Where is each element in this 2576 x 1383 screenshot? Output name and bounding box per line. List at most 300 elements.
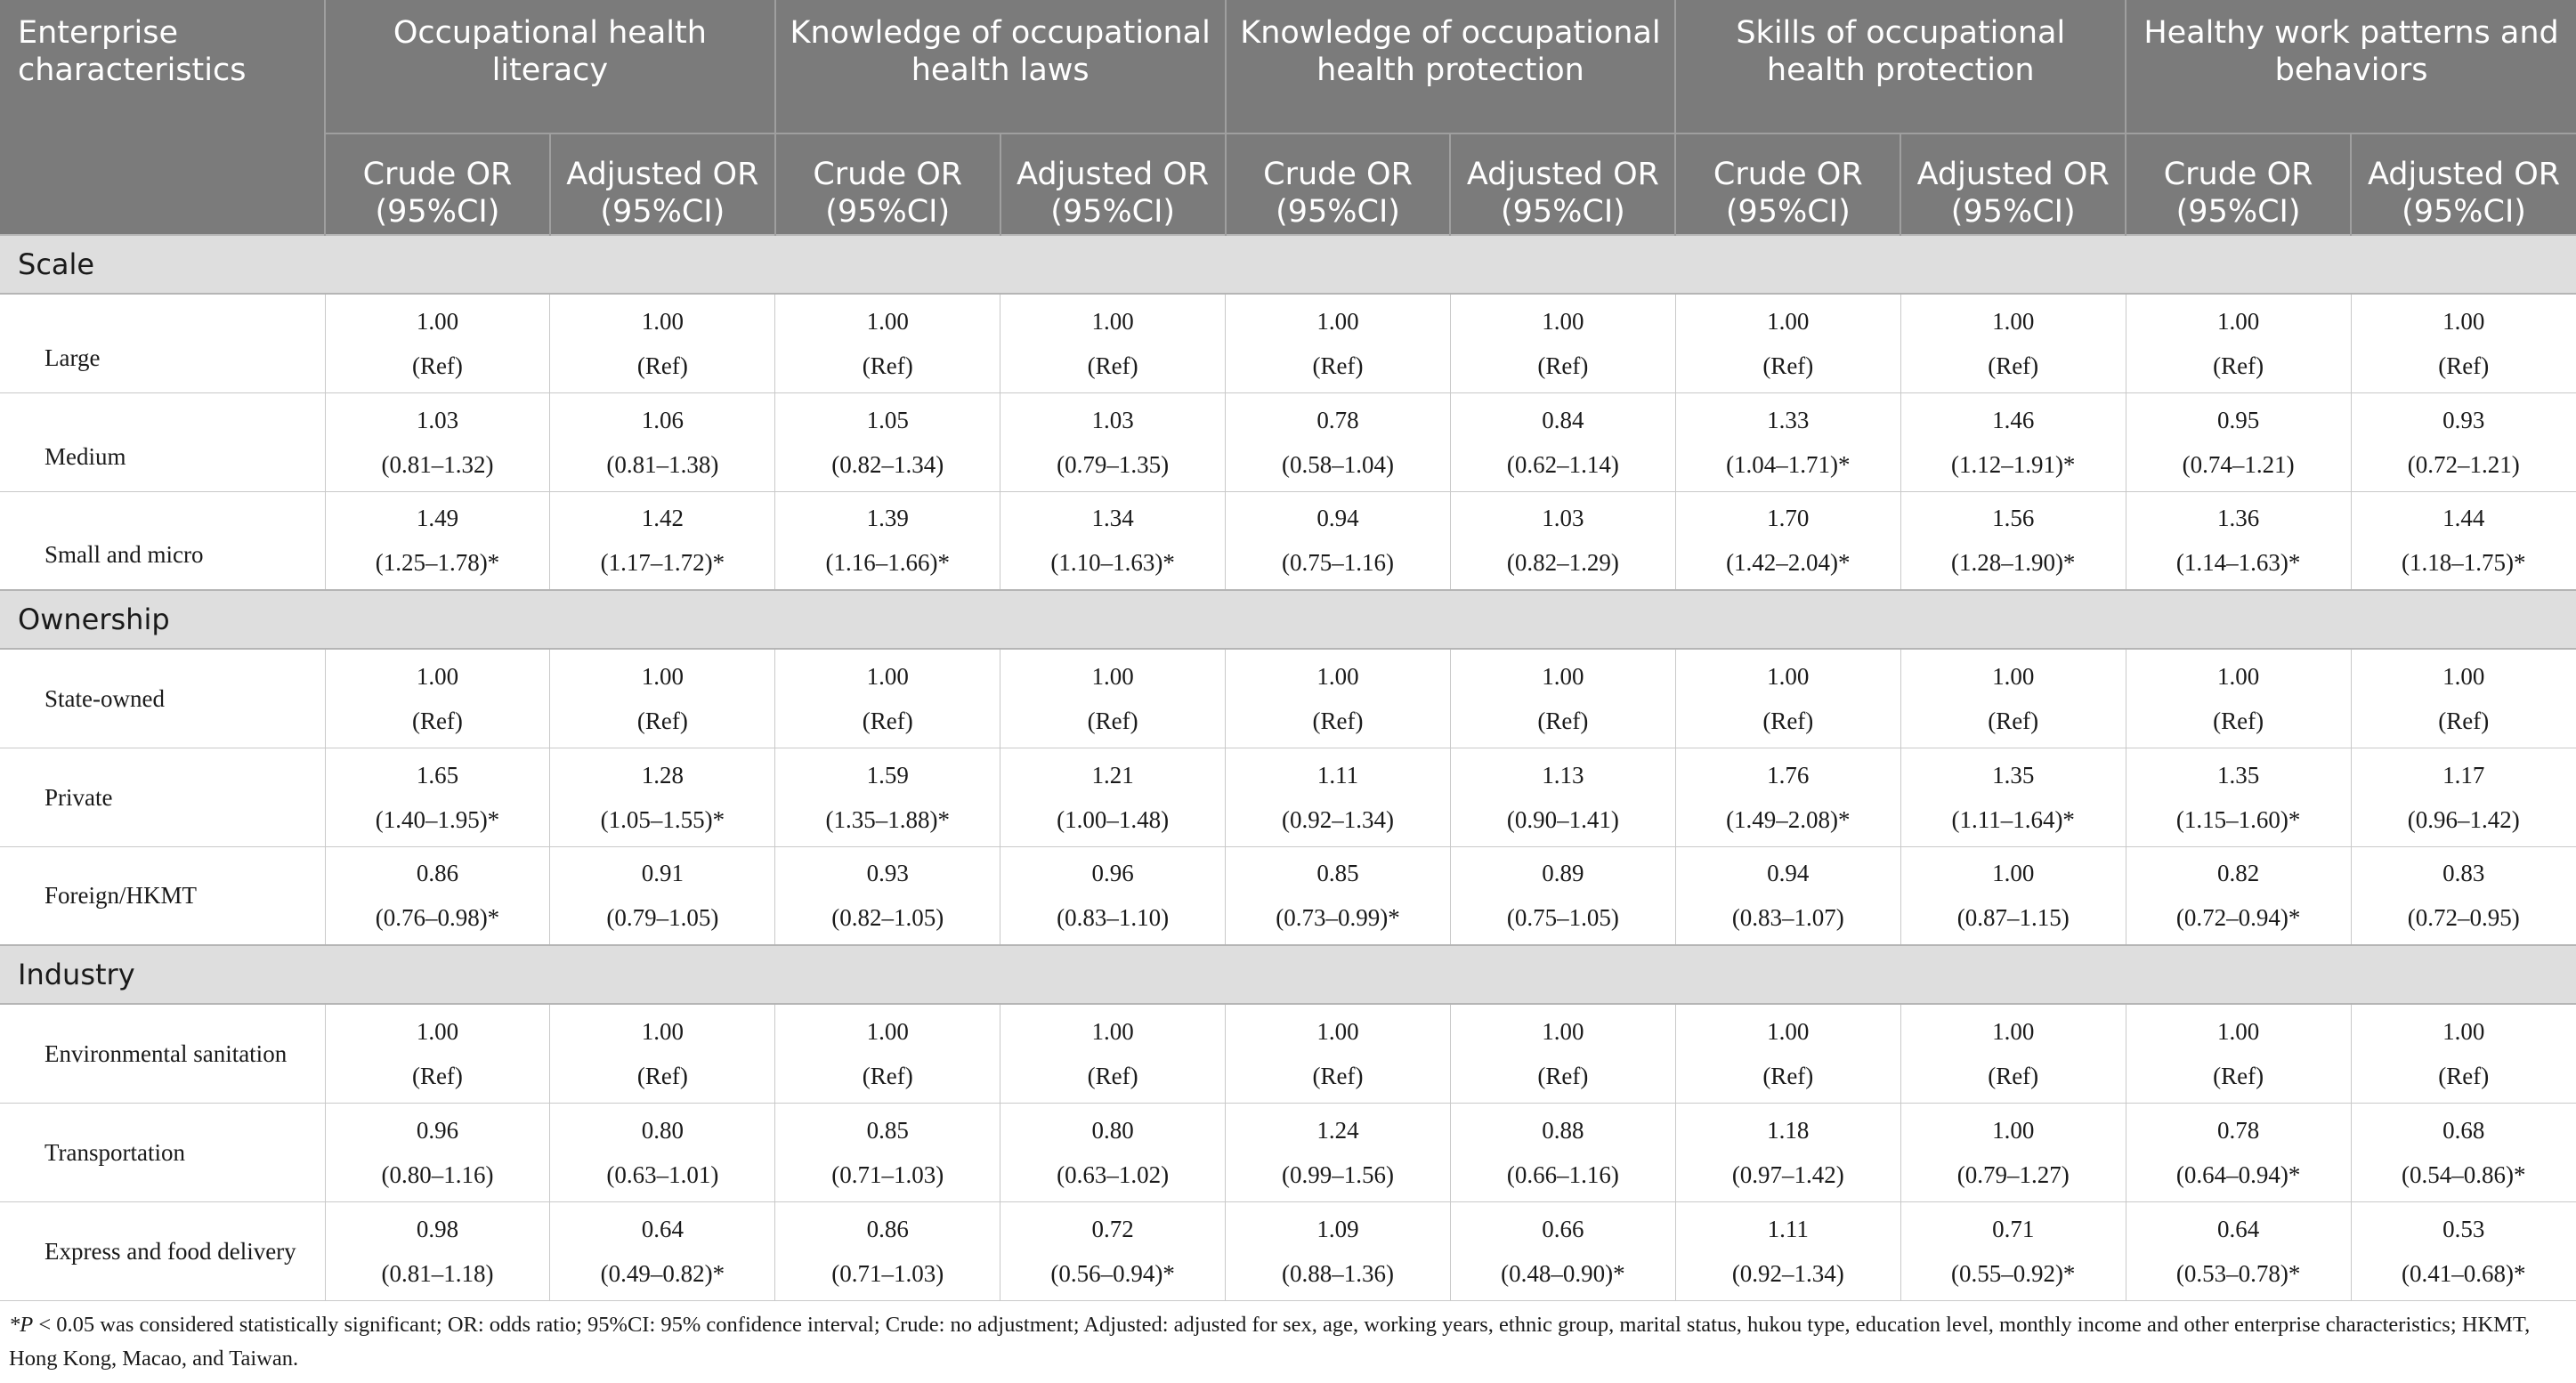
subheader-ci-label: (95%CI): [825, 194, 951, 230]
or-confidence-interval: (Ref): [1988, 352, 2039, 379]
subheader-crude-or: [2126, 133, 2351, 235]
or-confidence-interval: (0.92–1.34): [1282, 805, 1395, 833]
or-cell: [1900, 491, 2126, 590]
or-estimate: 1.59: [866, 761, 909, 789]
or-cell: [1226, 491, 1451, 590]
or-confidence-interval: (1.05–1.55)*: [600, 805, 725, 833]
subheader-ci-label: (95%CI): [600, 194, 725, 230]
or-estimate: 1.06: [641, 406, 684, 433]
or-confidence-interval: (Ref): [1087, 707, 1138, 734]
or-cell: [1675, 748, 1900, 846]
or-cell: [1675, 846, 1900, 945]
or-confidence-interval: (Ref): [1312, 352, 1364, 379]
header-enterprise-characteristics: Enterprise characteristics: [0, 0, 325, 235]
header-group-occupational-health-literacy: Occupational health literacy: [325, 0, 775, 133]
or-confidence-interval: (0.74–1.21): [2182, 450, 2295, 478]
or-estimate: 1.00: [1992, 307, 2035, 335]
or-cell: [1900, 649, 2126, 748]
or-estimate: 0.94: [1767, 860, 1810, 887]
footnote-p-symbol: *P: [9, 1313, 34, 1337]
or-confidence-interval: (0.83–1.07): [1731, 904, 1844, 932]
or-estimate: 1.24: [1316, 1116, 1359, 1144]
or-cell: [1450, 748, 1675, 846]
or-estimate: 0.98: [416, 1215, 459, 1242]
or-estimate: 1.00: [1542, 662, 1584, 690]
subheader-ci-label: (95%CI): [1276, 194, 1400, 230]
or-confidence-interval: (1.42–2.04)*: [1726, 549, 1851, 577]
or-estimate: 1.35: [1992, 761, 2035, 789]
or-estimate: 1.56: [1992, 505, 2035, 532]
or-cell: [550, 649, 775, 748]
or-estimate: 1.18: [1767, 1116, 1810, 1144]
or-cell: [1675, 294, 1900, 392]
or-estimate: 1.00: [866, 1017, 909, 1045]
section-row: [0, 590, 2576, 649]
or-estimate: 1.00: [2216, 1017, 2260, 1045]
or-estimate: 1.00: [866, 307, 909, 335]
subheader-crude-label: Crude OR: [2163, 157, 2313, 192]
or-estimate: 0.95: [2216, 406, 2260, 433]
or-cell: [550, 294, 775, 392]
or-estimate: 0.83: [2442, 860, 2485, 887]
or-estimate: 0.93: [866, 860, 909, 887]
table-row: [0, 1004, 2576, 1103]
or-confidence-interval: (0.71–1.03): [831, 1161, 944, 1188]
row-label: Environmental sanitation: [0, 1004, 325, 1103]
or-cell: [2351, 392, 2576, 491]
or-estimate: 0.84: [1542, 406, 1584, 433]
or-estimate: 1.00: [1316, 662, 1359, 690]
or-cell: [775, 1201, 1000, 1300]
or-cell: [1000, 649, 1226, 748]
or-estimate: 1.28: [641, 761, 684, 789]
or-confidence-interval: (Ref): [636, 1062, 688, 1089]
or-confidence-interval: (1.11–1.64)*: [1951, 805, 2075, 833]
header-group-knowledge-protection: Knowledge of occupational health protection: [1226, 0, 1676, 133]
or-cell: [325, 491, 550, 590]
or-estimate: 1.00: [416, 662, 459, 690]
subheader-crude-label: Crude OR: [813, 157, 963, 192]
section-title: Scale: [0, 235, 2576, 294]
or-confidence-interval: (1.40–1.95)*: [375, 805, 500, 833]
or-cell: [2126, 392, 2351, 491]
or-estimate: 1.11: [1767, 1215, 1809, 1242]
or-estimate: 1.00: [641, 1017, 684, 1045]
or-estimate: 1.49: [416, 505, 459, 532]
or-estimate: 1.00: [416, 307, 459, 335]
subheader-adjusted-label: Adjusted OR: [1017, 157, 1210, 192]
or-estimate: 0.64: [641, 1215, 684, 1242]
or-cell: [1900, 1004, 2126, 1103]
or-cell: [1000, 294, 1226, 392]
or-cell: [1000, 748, 1226, 846]
or-estimate: 0.88: [1542, 1116, 1584, 1144]
or-confidence-interval: (0.63–1.02): [1057, 1161, 1170, 1188]
or-estimate: 1.00: [1316, 307, 1359, 335]
or-estimate: 1.00: [1542, 307, 1584, 335]
section-row: [0, 235, 2576, 294]
or-cell: [1000, 846, 1226, 945]
row-label: Private: [0, 748, 325, 846]
or-confidence-interval: (0.83–1.10): [1057, 904, 1170, 932]
or-confidence-interval: (Ref): [1988, 707, 2039, 734]
or-estimate: 1.00: [641, 662, 684, 690]
or-confidence-interval: (Ref): [411, 352, 463, 379]
row-label: Small and micro: [0, 491, 325, 590]
or-cell: [1675, 392, 1900, 491]
or-estimate: 1.36: [2216, 505, 2260, 532]
row-label: Foreign/HKMT: [0, 846, 325, 945]
subheader-adjusted-label: Adjusted OR: [1466, 157, 1659, 192]
or-estimate: 1.00: [2442, 1017, 2485, 1045]
or-confidence-interval: (Ref): [2438, 707, 2490, 734]
or-estimate: 0.68: [2442, 1116, 2485, 1144]
or-estimate: 1.00: [1767, 1017, 1810, 1045]
or-estimate: 1.03: [1542, 505, 1584, 532]
or-cell: [1675, 491, 1900, 590]
or-estimate: 1.00: [641, 307, 684, 335]
or-cell: [2351, 846, 2576, 945]
or-confidence-interval: (0.56–0.94)*: [1050, 1259, 1175, 1287]
or-cell: [2351, 491, 2576, 590]
or-cell: [1450, 1103, 1675, 1201]
or-cell: [1675, 649, 1900, 748]
or-estimate: 0.64: [2216, 1215, 2260, 1242]
or-cell: [1450, 846, 1675, 945]
row-label: Express and food delivery: [0, 1201, 325, 1300]
or-estimate: 0.78: [1316, 406, 1359, 433]
or-estimate: 0.94: [1316, 505, 1359, 532]
or-confidence-interval: (0.73–0.99)*: [1276, 904, 1400, 932]
or-confidence-interval: (0.81–1.38): [606, 450, 719, 478]
or-estimate: 1.00: [1091, 1017, 1134, 1045]
or-confidence-interval: (0.72–1.21): [2407, 450, 2520, 478]
footnote-text: < 0.05 was considered statistically significant; OR: odds ratio; 95%CI: 95% confidence interval; Crude: no adjustment; Adjusted: adjusted for sex, age, working years, ethnic group, marital status, hukou type, education level, monthly income and other enterprise characteristics; HKMT, Hong Kong, Macao, and Taiwan.: [9, 1313, 2531, 1371]
or-cell: [325, 1201, 550, 1300]
or-estimate: 1.39: [866, 505, 909, 532]
or-estimate: 0.78: [2216, 1116, 2260, 1144]
table-row: [0, 846, 2576, 945]
or-confidence-interval: (1.14–1.63)*: [2175, 549, 2301, 577]
or-confidence-interval: (Ref): [1537, 707, 1589, 734]
or-confidence-interval: (1.00–1.48): [1057, 805, 1170, 833]
or-cell: [1900, 748, 2126, 846]
or-cell: [775, 1004, 1000, 1103]
or-estimate: 1.21: [1091, 761, 1134, 789]
or-cell: [1900, 1201, 2126, 1300]
or-cell: [1000, 1004, 1226, 1103]
or-cell: [550, 491, 775, 590]
or-cell: [550, 748, 775, 846]
or-confidence-interval: (0.41–0.68)*: [2402, 1259, 2526, 1287]
or-cell: [1000, 1103, 1226, 1201]
or-cell: [1000, 1201, 1226, 1300]
or-cell: [2351, 1103, 2576, 1201]
header-group-knowledge-laws: Knowledge of occupational health laws: [775, 0, 1226, 133]
or-cell: [1226, 392, 1451, 491]
or-confidence-interval: (0.80–1.16): [381, 1161, 494, 1188]
section-row: [0, 945, 2576, 1004]
subheader-adjusted-or: [1900, 133, 2126, 235]
or-confidence-interval: (Ref): [1312, 707, 1364, 734]
or-confidence-interval: (0.75–1.16): [1282, 549, 1395, 577]
or-estimate: 0.80: [641, 1116, 684, 1144]
or-estimate: 1.70: [1767, 505, 1810, 532]
or-confidence-interval: (Ref): [1762, 707, 1814, 734]
or-confidence-interval: (0.96–1.42): [2407, 805, 2520, 833]
or-cell: [2126, 1201, 2351, 1300]
or-estimate: 0.93: [2442, 406, 2485, 433]
or-cell: [550, 1103, 775, 1201]
subheader-adjusted-or: [1000, 133, 1226, 235]
or-confidence-interval: (Ref): [862, 352, 913, 379]
subheader-ci-label: (95%CI): [2402, 194, 2526, 230]
or-cell: [1450, 392, 1675, 491]
subheader-adjusted-or: [2351, 133, 2576, 235]
or-confidence-interval: (Ref): [2438, 1062, 2490, 1089]
or-cell: [2126, 491, 2351, 590]
or-estimate: 1.13: [1542, 761, 1584, 789]
or-confidence-interval: (Ref): [636, 352, 688, 379]
subheader-crude-label: Crude OR: [1263, 157, 1413, 192]
or-cell: [1226, 846, 1451, 945]
or-cell: [1000, 392, 1226, 491]
or-confidence-interval: (1.15–1.60)*: [2175, 805, 2301, 833]
table-row: [0, 649, 2576, 748]
or-confidence-interval: (0.82–1.05): [831, 904, 944, 932]
table-row: [0, 392, 2576, 491]
subheader-crude-label: Crude OR: [362, 157, 513, 192]
or-estimate: 0.66: [1542, 1215, 1584, 1242]
or-cell: [2351, 1201, 2576, 1300]
or-confidence-interval: (1.04–1.71)*: [1726, 450, 1851, 478]
or-cell: [1900, 294, 2126, 392]
or-cell: [1000, 491, 1226, 590]
or-cell: [775, 392, 1000, 491]
or-estimate: 0.85: [1316, 860, 1359, 887]
or-estimate: 0.86: [416, 860, 459, 887]
or-confidence-interval: (Ref): [2213, 352, 2264, 379]
or-confidence-interval: (0.75–1.05): [1506, 904, 1619, 932]
or-estimate: 1.00: [1992, 1116, 2035, 1144]
or-cell: [2126, 748, 2351, 846]
or-cell: [775, 1103, 1000, 1201]
or-estimate: 1.00: [2442, 307, 2485, 335]
or-estimate: 0.96: [1091, 860, 1134, 887]
or-cell: [1450, 294, 1675, 392]
or-confidence-interval: (0.58–1.04): [1282, 450, 1395, 478]
or-estimate: 0.86: [866, 1215, 909, 1242]
or-confidence-interval: (Ref): [411, 707, 463, 734]
or-confidence-interval: (0.97–1.42): [1731, 1161, 1844, 1188]
or-cell: [1226, 1103, 1451, 1201]
or-confidence-interval: (1.25–1.78)*: [375, 549, 500, 577]
or-estimate: 0.71: [1992, 1215, 2035, 1242]
or-estimate: 1.76: [1767, 761, 1810, 789]
or-confidence-interval: (Ref): [862, 707, 913, 734]
table-body: [0, 235, 2576, 1300]
or-cell: [325, 294, 550, 392]
or-confidence-interval: (0.66–1.16): [1506, 1161, 1619, 1188]
or-cell: [325, 1004, 550, 1103]
or-confidence-interval: (0.72–0.95): [2407, 904, 2520, 932]
or-cell: [1900, 1103, 2126, 1201]
or-confidence-interval: (Ref): [2438, 352, 2490, 379]
or-confidence-interval: (0.55–0.92)*: [1950, 1259, 2076, 1287]
or-confidence-interval: (Ref): [1537, 352, 1589, 379]
or-confidence-interval: (1.17–1.72)*: [600, 549, 725, 577]
or-cell: [2126, 1004, 2351, 1103]
or-confidence-interval: (0.71–1.03): [831, 1259, 944, 1287]
or-confidence-interval: (0.79–1.05): [606, 904, 719, 932]
or-confidence-interval: (Ref): [1087, 1062, 1138, 1089]
or-confidence-interval: (Ref): [1762, 1062, 1814, 1089]
or-confidence-interval: (0.76–0.98)*: [375, 904, 500, 932]
or-estimate: 1.00: [1316, 1017, 1359, 1045]
or-estimate: 0.91: [641, 860, 684, 887]
or-confidence-interval: (Ref): [1537, 1062, 1589, 1089]
or-cell: [1675, 1103, 1900, 1201]
subheader-adjusted-or: [550, 133, 775, 235]
or-confidence-interval: (Ref): [1087, 352, 1138, 379]
or-cell: [1226, 294, 1451, 392]
or-estimate: 1.00: [2216, 307, 2260, 335]
or-estimate: 1.03: [1091, 406, 1134, 433]
or-cell: [775, 649, 1000, 748]
table-row: [0, 1103, 2576, 1201]
subheader-ci-label: (95%CI): [375, 194, 500, 230]
or-cell: [1226, 649, 1451, 748]
or-confidence-interval: (0.48–0.90)*: [1501, 1259, 1625, 1287]
table-footnote: [9, 1308, 2555, 1376]
subheader-ci-label: (95%CI): [2175, 194, 2301, 230]
or-confidence-interval: (0.90–1.41): [1506, 805, 1619, 833]
or-cell: [2351, 1004, 2576, 1103]
or-cell: [2351, 649, 2576, 748]
or-cell: [775, 846, 1000, 945]
or-confidence-interval: (0.88–1.36): [1282, 1259, 1395, 1287]
or-confidence-interval: (0.72–0.94)*: [2175, 904, 2301, 932]
or-estimate: 1.00: [866, 662, 909, 690]
or-estimate: 0.72: [1091, 1215, 1134, 1242]
or-cell: [2351, 748, 2576, 846]
or-cell: [775, 294, 1000, 392]
or-estimate: 1.34: [1091, 505, 1134, 532]
or-estimate: 1.17: [2442, 761, 2485, 789]
or-estimate: 1.00: [2442, 662, 2485, 690]
or-estimate: 1.65: [416, 761, 459, 789]
or-cell: [775, 491, 1000, 590]
or-cell: [1226, 1201, 1451, 1300]
or-estimate: 1.46: [1992, 406, 2035, 433]
subheader-adjusted-label: Adjusted OR: [1916, 157, 2110, 192]
row-label: State-owned: [0, 649, 325, 748]
table-header: [0, 0, 2576, 235]
or-estimate: 1.35: [2216, 761, 2260, 789]
or-confidence-interval: (1.28–1.90)*: [1950, 549, 2076, 577]
or-estimate: 1.33: [1767, 406, 1810, 433]
or-confidence-interval: (0.92–1.34): [1731, 1259, 1844, 1287]
or-estimate: 1.00: [1992, 860, 2035, 887]
or-confidence-interval: (0.79–1.35): [1057, 450, 1170, 478]
or-estimate: 1.05: [866, 406, 909, 433]
or-estimate: 1.00: [1767, 307, 1810, 335]
or-cell: [325, 649, 550, 748]
or-confidence-interval: (0.53–0.78)*: [2175, 1259, 2301, 1287]
or-estimate: 1.00: [2216, 662, 2260, 690]
or-estimate: 0.89: [1542, 860, 1584, 887]
or-confidence-interval: (1.16–1.66)*: [825, 549, 950, 577]
table-row: [0, 1201, 2576, 1300]
or-cell: [1450, 649, 1675, 748]
or-cell: [550, 392, 775, 491]
or-confidence-interval: (Ref): [862, 1062, 913, 1089]
section-title: Industry: [0, 945, 2576, 1004]
or-confidence-interval: (Ref): [1312, 1062, 1364, 1089]
or-confidence-interval: (Ref): [636, 707, 688, 734]
or-cell: [1450, 1201, 1675, 1300]
subheader-crude-label: Crude OR: [1713, 157, 1863, 192]
or-confidence-interval: (0.54–0.86)*: [2402, 1161, 2526, 1188]
or-estimate: 1.00: [1091, 307, 1134, 335]
or-cell: [2126, 294, 2351, 392]
or-estimate: 1.00: [416, 1017, 459, 1045]
subheader-ci-label: (95%CI): [1725, 194, 1851, 230]
or-cell: [1675, 1201, 1900, 1300]
header-group-healthy-work-patterns: Healthy work patterns and behaviors: [2126, 0, 2576, 133]
or-cell: [2126, 1103, 2351, 1201]
or-estimate: 1.44: [2442, 505, 2485, 532]
or-confidence-interval: (0.63–1.01): [606, 1161, 719, 1188]
table-row: [0, 491, 2576, 590]
or-confidence-interval: (0.87–1.15): [1956, 904, 2070, 932]
or-cell: [325, 392, 550, 491]
or-confidence-interval: (0.81–1.32): [381, 450, 494, 478]
or-confidence-interval: (0.82–1.34): [831, 450, 944, 478]
or-estimate: 0.85: [866, 1116, 909, 1144]
or-estimate: 1.11: [1316, 761, 1359, 789]
or-estimate: 0.82: [2216, 860, 2260, 887]
or-estimate: 1.09: [1316, 1215, 1359, 1242]
or-confidence-interval: (0.49–0.82)*: [600, 1259, 725, 1287]
or-estimate: 0.53: [2442, 1215, 2485, 1242]
or-estimate: 0.96: [416, 1116, 459, 1144]
or-confidence-interval: (1.10–1.63)*: [1050, 549, 1175, 577]
subheader-ci-label: (95%CI): [1500, 194, 1625, 230]
or-cell: [1675, 1004, 1900, 1103]
subheader-crude-or: [1675, 133, 1900, 235]
or-estimate: 1.03: [416, 406, 459, 433]
or-estimate: 1.42: [641, 505, 684, 532]
or-cell: [2126, 846, 2351, 945]
or-cell: [2126, 649, 2351, 748]
row-label: Large: [0, 294, 325, 392]
or-cell: [1226, 748, 1451, 846]
subheader-adjusted-label: Adjusted OR: [2367, 157, 2561, 192]
or-cell: [1450, 491, 1675, 590]
or-cell: [325, 748, 550, 846]
table-row: [0, 748, 2576, 846]
subheader-crude-or: [775, 133, 1000, 235]
or-cell: [550, 1201, 775, 1300]
or-confidence-interval: (Ref): [1988, 1062, 2039, 1089]
or-cell: [1450, 1004, 1675, 1103]
header-group-skills-protection: Skills of occupational health protection: [1675, 0, 2126, 133]
or-confidence-interval: (0.99–1.56): [1282, 1161, 1395, 1188]
or-estimate: 1.00: [1992, 1017, 2035, 1045]
or-confidence-interval: (0.79–1.27): [1956, 1161, 2070, 1188]
or-confidence-interval: (0.82–1.29): [1506, 549, 1619, 577]
